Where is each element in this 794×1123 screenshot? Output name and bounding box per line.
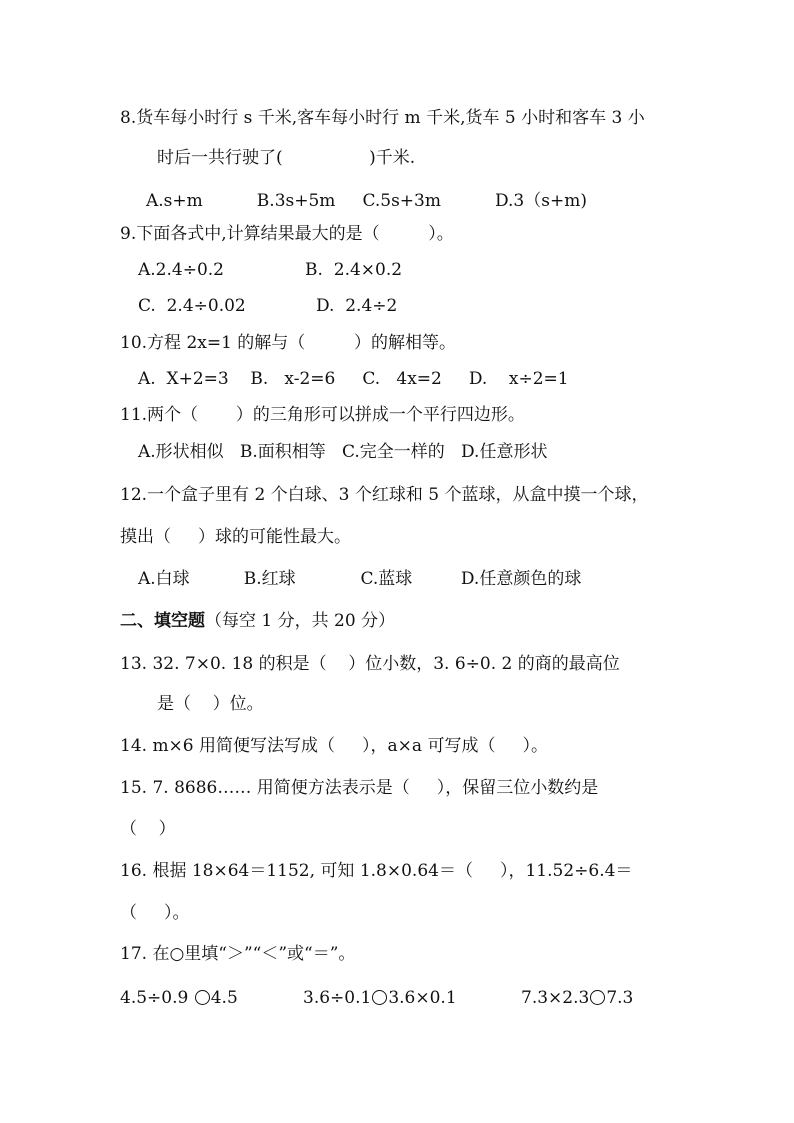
- section-heading: [120, 610, 395, 632]
- circle-icon: [372, 990, 387, 1005]
- q17-item2-right: 3.6×0.1: [388, 988, 457, 1008]
- q15-line1: 15. 7. 8686…… 用简便方法表示是（ ），保留三位小数约是: [120, 778, 599, 798]
- q13-line1: 13. 32. 7×0. 18 的积是（ ）位小数，3. 6÷0. 2 的商的最高位: [120, 654, 620, 674]
- circle-icon: [195, 990, 210, 1005]
- circle-icon: [590, 990, 605, 1005]
- q17-item1-left: 4.5÷0.9: [120, 988, 194, 1008]
- q11-stem: 11.两个（ ）的三角形可以拼成一个平行四边形。: [120, 405, 525, 425]
- q9-stem: 9.下面各式中,计算结果最大的是（ ）。: [120, 224, 454, 244]
- q17-item-3: [521, 987, 633, 1009]
- q9-options-row2: C. 2.4÷0.02 D. 2.4÷2: [138, 296, 398, 316]
- q8-options: A.s+m B.3s+5m C.5s+3m D.3（s+m): [146, 191, 587, 211]
- q9-options-row1: A.2.4÷0.2 B. 2.4×0.2: [138, 260, 403, 280]
- q17-stem: 17. 在○里填“＞”“＜”或“＝”。: [120, 944, 356, 964]
- q16-line1: 16. 根据 18×64＝1152, 可知 1.8×0.64＝（ ），11.52÷6.4＝: [120, 861, 633, 881]
- q16-line2: （ ）。: [120, 903, 190, 923]
- q8-stem-line2: 时后一共行驶了( )千米.: [157, 148, 416, 168]
- q17-item2-left: 3.6÷0.1: [303, 988, 372, 1008]
- q12-stem-line2: 摸出（ ）球的可能性最大。: [120, 527, 352, 547]
- section-title: 二、填空题: [120, 611, 205, 631]
- q17-item1-right: 4.5: [210, 988, 238, 1008]
- q17-item-1: [120, 987, 238, 1009]
- q13-line2: 是（ ）位。: [157, 694, 264, 714]
- q8-stem-line1: 8.货车每小时行 s 千米,客车每小时行 m 千米,货车 5 小时和客车 3 小: [120, 108, 645, 128]
- q14-line1: 14. m×6 用简便写法写成（ ），a×a 可写成（ ）。: [120, 736, 548, 756]
- q17-item3-left: 7.3×2.3: [521, 988, 590, 1008]
- q11-options: A.形状相似 B.面积相等 C.完全一样的 D.任意形状: [138, 442, 548, 462]
- q17-item3-right: 7.3: [606, 988, 634, 1008]
- q12-options: A.白球 B.红球 C.蓝球 D.任意颜色的球: [138, 569, 582, 589]
- q10-stem: 10.方程 2x=1 的解与（ ）的解相等。: [120, 333, 456, 353]
- q17-item-2: [303, 987, 457, 1009]
- section-note: （每空 1 分，共 20 分）: [205, 611, 396, 631]
- q12-stem-line1: 12.一个盒子里有 2 个白球、3 个红球和 5 个蓝球，从盒中摸一个球，: [120, 485, 649, 505]
- q15-line2: （ ）: [120, 819, 176, 839]
- q10-options: A. X+2=3 B. x-2=6 C. 4x=2 D. x÷2=1: [138, 369, 569, 389]
